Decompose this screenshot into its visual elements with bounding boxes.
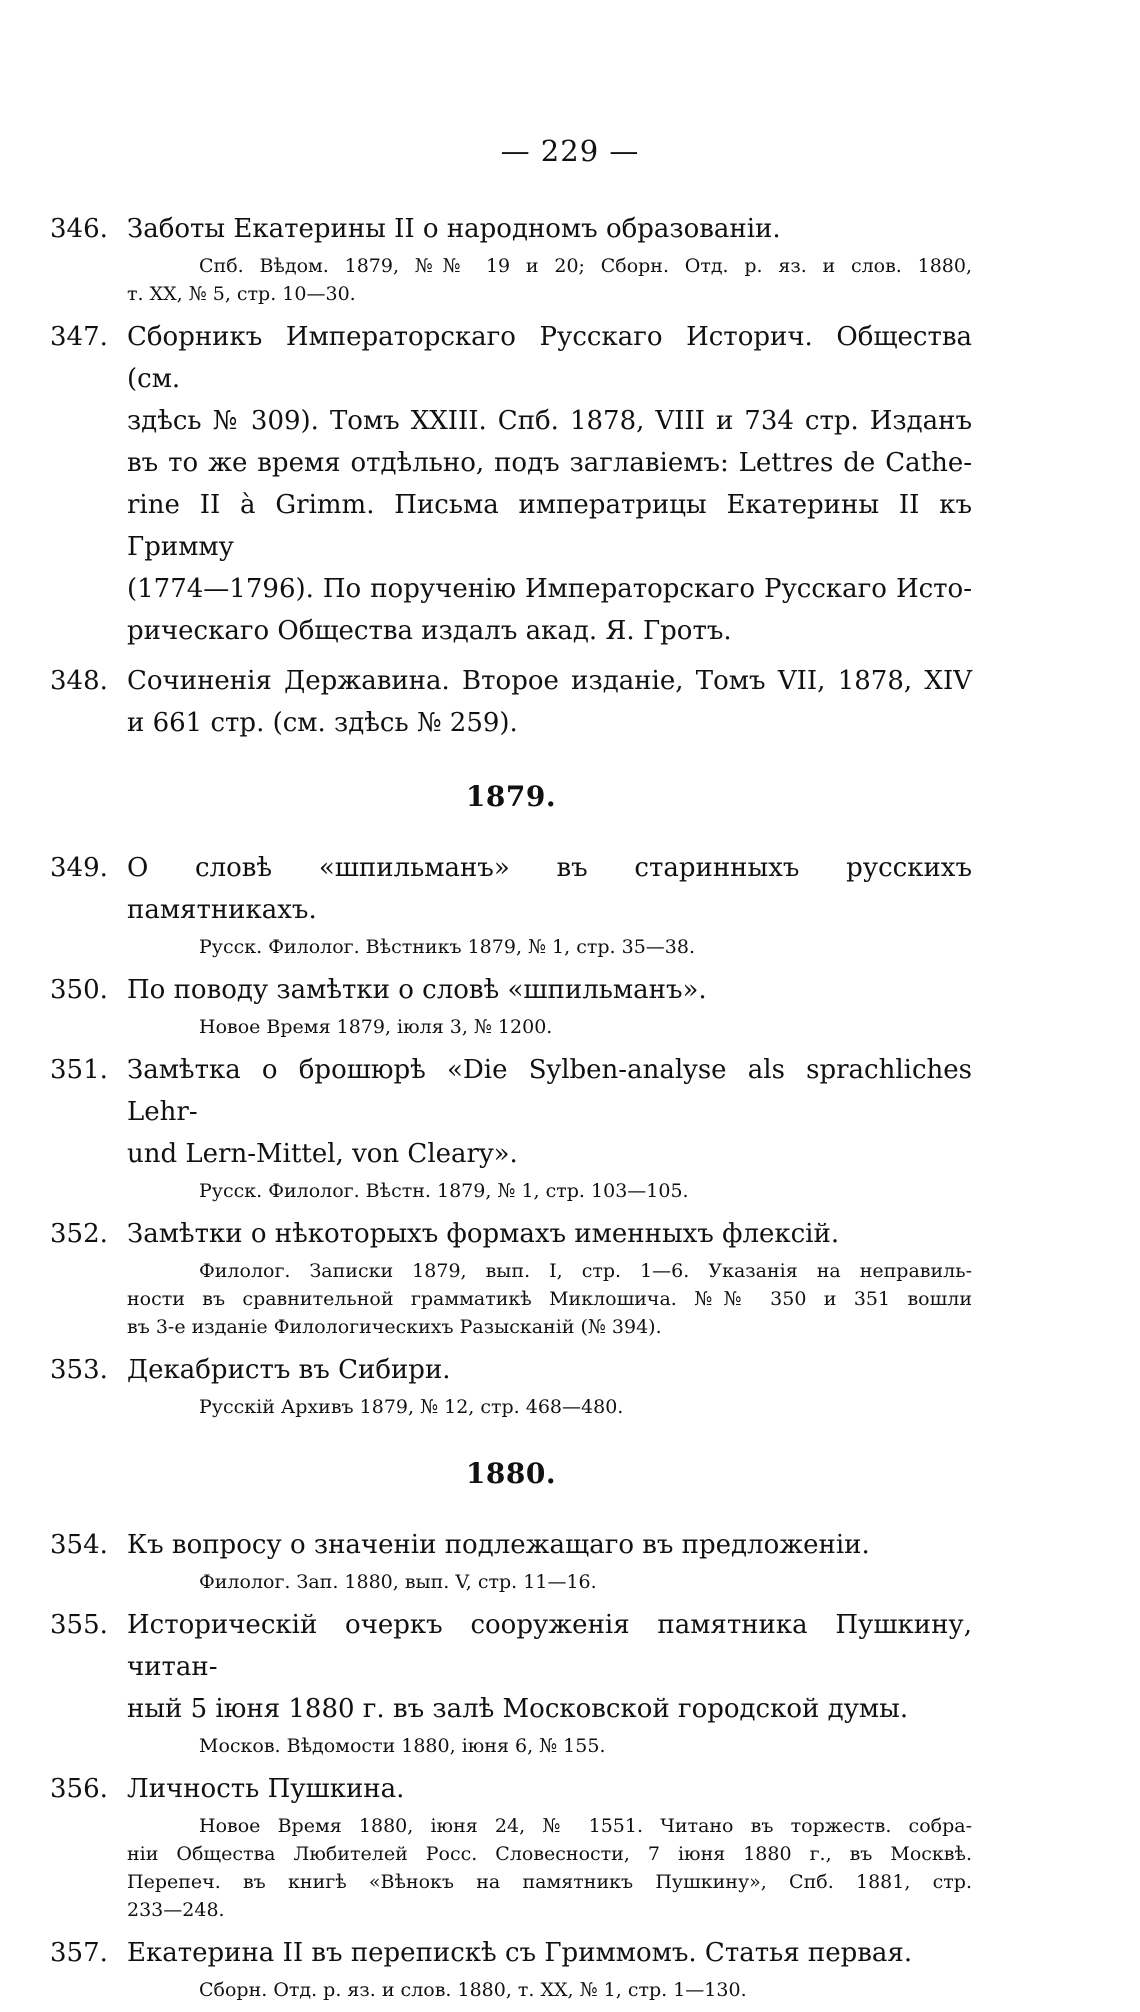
entry-title-line: Замѣтки о нѣкоторыхъ формахъ именныхъ флексій. <box>127 1219 840 1249</box>
year-heading: 1879. <box>465 780 557 813</box>
entry-note-line: Русск. Филолог. Вѣстн. 1879, № 1, стр. 103—105. <box>199 1180 689 1202</box>
entry-title <box>127 1768 972 1810</box>
entry-note-line: въ 3-е изданіе Филологическихъ Разысканій (№ 394). <box>127 1316 662 1338</box>
entry-note <box>127 1393 972 1421</box>
entry-title-line: rine II à Grimm. Письма императрицы Екатерины II къ Гримму <box>127 490 972 562</box>
entry-note <box>127 1812 972 1924</box>
entry-body <box>127 1349 972 1421</box>
entry-title-line: (1774—1796). По порученію Императорскаго Русскаго Исто- <box>127 574 972 604</box>
entry-title <box>127 1213 972 1255</box>
entry-title-line: Сочиненія Державина. Второе изданіе, Томъ VII, 1878, XIV <box>127 666 972 696</box>
entry-title-line: въ то же время отдѣльно, подъ заглавіемъ: Lettres de Cathe- <box>127 448 972 478</box>
entry-body <box>127 316 972 652</box>
entry-body <box>127 1049 972 1205</box>
entry-note <box>127 1177 972 1205</box>
entry-note-line: Перепеч. въ книгѣ «Вѣнокъ на памятникъ Пушкину», Спб. 1881, стр. <box>127 1871 972 1893</box>
bibliography-entry <box>50 660 972 744</box>
entry-note-line: Русск. Филолог. Вѣстникъ 1879, № 1, стр. 35—38. <box>199 936 695 958</box>
entry-body <box>127 208 972 308</box>
entry-number: 347. <box>50 322 108 352</box>
entry-title <box>127 208 972 250</box>
bibliography-entry <box>50 208 972 308</box>
bibliography-entry <box>50 1213 972 1341</box>
entry-body <box>127 1604 972 1760</box>
entry-number: 354. <box>50 1530 108 1560</box>
entry-number: 357. <box>50 1938 108 1968</box>
entry-note-line: Филолог. Записки 1879, вып. I, стр. 1—6. Указанія на неправиль- <box>199 1260 972 1282</box>
entry-number: 356. <box>50 1774 108 1804</box>
entry-title <box>127 316 972 652</box>
entry-body <box>127 1932 972 2004</box>
bibliography-list <box>50 208 972 2012</box>
entry-title-line: Къ вопросу о значеніи подлежащаго въ предложеніи. <box>127 1530 870 1560</box>
entry-body <box>127 847 972 961</box>
entry-note-line: Новое Время 1879, іюля 3, № 1200. <box>199 1016 553 1038</box>
entry-note <box>127 1013 972 1041</box>
entry-number: 351. <box>50 1055 108 1085</box>
entry-title <box>127 1349 972 1391</box>
entry-note-line: ности въ сравнительной грамматикѣ Миклошича. №№ 350 и 351 вошли <box>127 1288 972 1310</box>
bibliography-entry <box>50 1349 972 1421</box>
entry-note <box>127 1568 972 1596</box>
entry-title-line: Замѣтка о брошюрѣ «Die Sylben-analyse als sprachliches Lehr- <box>127 1055 972 1127</box>
page-number: — 229 — <box>500 134 640 168</box>
entry-number: 355. <box>50 1610 108 1640</box>
entry-title-line: О словѣ «шпильманъ» въ старинныхъ русскихъ памятникахъ. <box>127 853 972 925</box>
bibliography-entry <box>50 1932 972 2004</box>
entry-body <box>127 1213 972 1341</box>
entry-note-line: 233—248. <box>127 1899 225 1921</box>
entry-note <box>127 933 972 961</box>
bibliography-entry <box>50 847 972 961</box>
year-heading: 1880. <box>465 1457 557 1490</box>
entry-number: 352. <box>50 1219 108 1249</box>
entry-body <box>127 969 972 1041</box>
entry-title-line: Историческій очеркъ сооруженія памятника Пушкину, читан- <box>127 1610 972 1682</box>
entry-note-line: Новое Время 1880, іюня 24, № 1551. Читано въ торжеств. собра- <box>199 1815 972 1837</box>
entry-note <box>127 1732 972 1760</box>
entry-title-line: und Lern-Mittel, von Cleary». <box>127 1139 518 1169</box>
entry-title-line: здѣсь № 309). Томъ XXIII. Спб. 1878, VIII и 734 стр. Изданъ <box>127 406 972 436</box>
entry-note-line: т. XX, № 5, стр. 10—30. <box>127 283 356 305</box>
entry-title-line: Екатерина II въ перепискѣ съ Гриммомъ. Статья первая. <box>127 1938 913 1968</box>
bibliography-entry <box>50 969 972 1041</box>
entry-number: 350. <box>50 975 108 1005</box>
entry-note-line: Сборн. Отд. р. яз. и слов. 1880, т. XX, № 1, стр. 1—130. <box>199 1979 747 2001</box>
entry-title <box>127 1604 972 1730</box>
entry-title-line: и 661 стр. (см. здѣсь № 259). <box>127 708 518 738</box>
entry-title <box>127 1932 972 1974</box>
entry-note-line: Спб. Вѣдом. 1879, №№ 19 и 20; Сборн. Отд. р. яз. и слов. 1880, <box>199 255 972 277</box>
entry-title-line: рическаго Общества издалъ акад. Я. Гротъ. <box>127 616 732 646</box>
entry-title <box>127 1524 972 1566</box>
entry-note <box>127 252 972 308</box>
entry-title <box>127 847 972 931</box>
bibliography-entry <box>50 316 972 652</box>
entry-note-line: Русскій Архивъ 1879, № 12, стр. 468—480. <box>199 1396 624 1418</box>
entry-number: 349. <box>50 853 108 883</box>
entry-body <box>127 1768 972 1924</box>
entry-note <box>127 1976 972 2004</box>
entry-number: 348. <box>50 666 108 696</box>
entry-title <box>127 660 972 744</box>
bibliography-entry <box>50 1049 972 1205</box>
entry-title <box>127 1049 972 1175</box>
entry-title-line: Сборникъ Императорскаго Русскаго Историч. Общества (см. <box>127 322 972 394</box>
bibliography-entry <box>50 1604 972 1760</box>
bibliography-entry <box>50 1524 972 1596</box>
entry-number: 353. <box>50 1355 108 1385</box>
entry-note-line: ніи Общества Любителей Росс. Словесности, 7 іюня 1880 г., въ Москвѣ. <box>127 1843 972 1865</box>
entry-body <box>127 660 972 744</box>
entry-title-line: По поводу замѣтки о словѣ «шпильманъ». <box>127 975 707 1005</box>
entry-note-line: Филолог. Зап. 1880, вып. V, стр. 11—16. <box>199 1571 597 1593</box>
entry-title-line: Личность Пушкина. <box>127 1774 405 1804</box>
entry-title-line: ный 5 іюня 1880 г. въ залѣ Московской городской думы. <box>127 1694 909 1724</box>
entry-title <box>127 969 972 1011</box>
entry-body <box>127 1524 972 1596</box>
entry-title-line: Декабристъ въ Сибири. <box>127 1355 451 1385</box>
bibliography-entry <box>50 1768 972 1924</box>
entry-number: 346. <box>50 214 108 244</box>
entry-note-line: Москов. Вѣдомости 1880, іюня 6, № 155. <box>199 1735 606 1757</box>
entry-note <box>127 1257 972 1341</box>
entry-title-line: Заботы Екатерины II о народномъ образованіи. <box>127 214 781 244</box>
